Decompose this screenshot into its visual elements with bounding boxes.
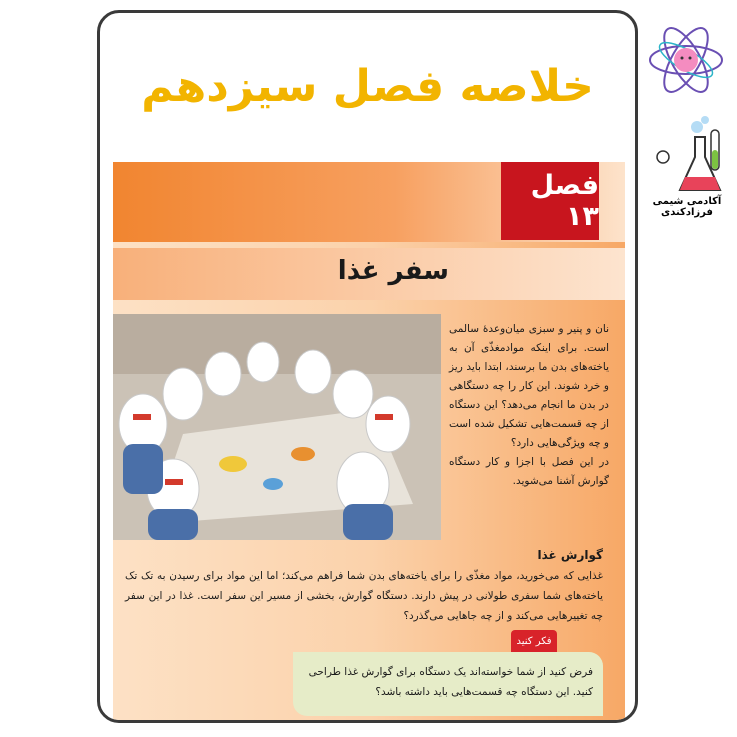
section-heading: گوارش غذا [537,548,603,562]
brand-name: آکادمی شیمی فرزادکندی [652,196,722,218]
textbook-page [113,162,625,722]
intro-text: نان و پنیر و سبزی میان‌وعدۀ سالمی است. برای اینکه موادمغذّی آن به یاخته‌های بدن ما برسند، ابتدا باید ریز و خرد شوند. این کار را چه دستگاهی در بدن ما انجام می‌دهد؟ این دستگاه از چه قسمت‌هایی تشکیل شده است و چه ویژگی‌هایی دارد؟ [449,323,609,449]
intro-text-2: در این فصل با اجزا و کار دستگاه گوارش آشنا می‌شوید. [449,456,609,487]
chemistry-academy-logo [645,12,727,222]
intro-paragraph [449,320,609,491]
think-label: فکر کنید [511,630,557,652]
chapter-badge: فصل ۱۳ [501,162,599,240]
slide-headline: خلاصه فصل سیزدهم [141,61,594,112]
slide-card [97,10,638,723]
page-title: سفر غذا [337,256,449,286]
students-eating-photo [113,314,441,540]
think-text: فرض کنید از شما خواسته‌اند یک دستگاه برای گوارش غذا طراحی کنید. این دستگاه چه قسمت‌هایی باید داشته باشد؟ [308,666,593,698]
section-body: غذایی که می‌خورید، مواد مغذّی را برای یاخته‌های بدن شما فراهم می‌کند؛ اما این مواد برای رسیدن به تک تک یاخته‌های شما سفری طولانی در پیش دارند. دستگاه گوارش، بخشی از مسیر این سفر است. غذا در این سفر چه تغییرهایی می‌کند و از چه جاهایی می‌گذرد؟ [125,570,603,622]
